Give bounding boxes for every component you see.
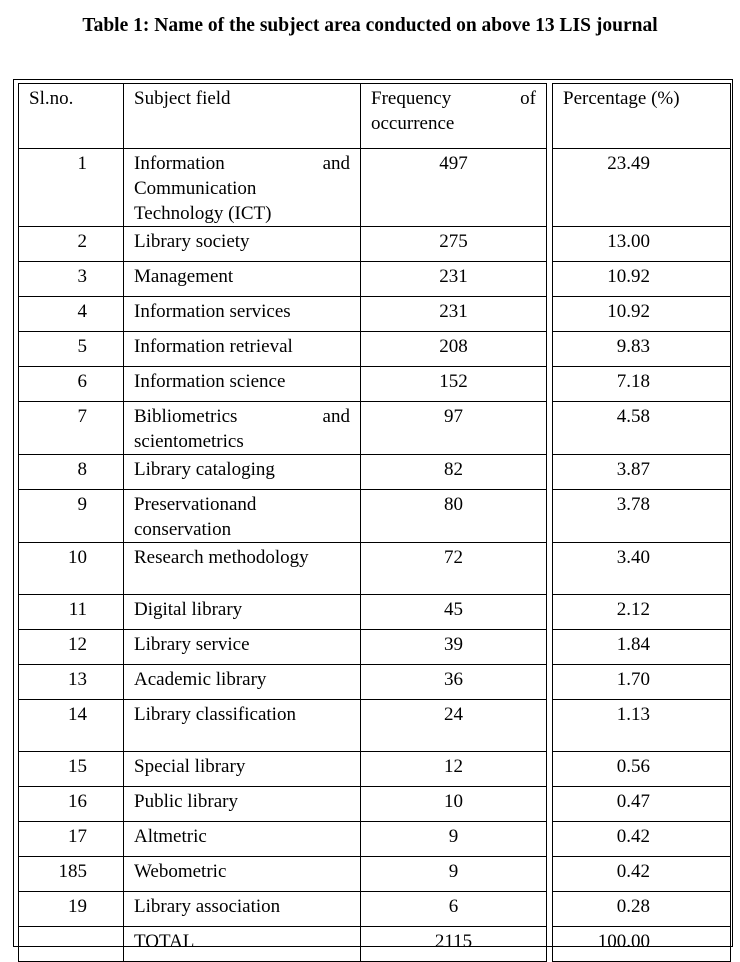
header-percentage: Percentage (%)	[553, 84, 731, 149]
total-number	[19, 927, 124, 962]
row-frequency: 82	[361, 455, 547, 490]
row-subject: Information retrieval	[124, 332, 361, 367]
table-row	[19, 149, 731, 227]
row-frequency: 152	[361, 367, 547, 402]
row-percentage: 10.92	[553, 262, 731, 297]
table-row	[19, 543, 731, 595]
table-row	[19, 262, 731, 297]
row-subject: Digital library	[124, 595, 361, 630]
header-slno: Sl.no.	[19, 84, 124, 149]
row-percentage: 4.58	[553, 402, 731, 455]
row-frequency: 39	[361, 630, 547, 665]
table-row	[19, 297, 731, 332]
row-subject: Preservationand conservation	[124, 490, 361, 543]
table-row	[19, 402, 731, 455]
row-percentage: 1.70	[553, 665, 731, 700]
row-number: 185	[19, 857, 124, 892]
table-row	[19, 332, 731, 367]
row-subject: Library association	[124, 892, 361, 927]
table-row	[19, 857, 731, 892]
table-row	[19, 822, 731, 857]
row-frequency: 97	[361, 402, 547, 455]
total-percentage: 100.00	[553, 927, 731, 962]
row-number: 13	[19, 665, 124, 700]
row-subject: Library service	[124, 630, 361, 665]
row-percentage: 9.83	[553, 332, 731, 367]
row-subject: Information science	[124, 367, 361, 402]
table-row	[19, 665, 731, 700]
row-frequency: 72	[361, 543, 547, 595]
row-percentage: 2.12	[553, 595, 731, 630]
row-number: 5	[19, 332, 124, 367]
row-number: 12	[19, 630, 124, 665]
row-percentage: 0.42	[553, 857, 731, 892]
row-percentage: 0.42	[553, 822, 731, 857]
row-frequency: 208	[361, 332, 547, 367]
row-frequency: 45	[361, 595, 547, 630]
row-frequency: 9	[361, 822, 547, 857]
row-number: 10	[19, 543, 124, 595]
row-number: 2	[19, 227, 124, 262]
row-number: 6	[19, 367, 124, 402]
row-subject: Special library	[124, 752, 361, 787]
row-frequency: 275	[361, 227, 547, 262]
row-percentage: 7.18	[553, 367, 731, 402]
row-subject: Research methodology	[124, 543, 361, 595]
table-row	[19, 367, 731, 402]
table-header-row	[19, 84, 731, 149]
row-percentage: 3.40	[553, 543, 731, 595]
table-row	[19, 630, 731, 665]
table-row	[19, 595, 731, 630]
row-subject: Information and Communication Technology (ICT)	[124, 149, 361, 227]
row-subject: Library cataloging	[124, 455, 361, 490]
row-subject: Bibliometrics and scientometrics	[124, 402, 361, 455]
row-subject: Management	[124, 262, 361, 297]
row-number: 14	[19, 700, 124, 752]
row-percentage: 0.47	[553, 787, 731, 822]
table-row	[19, 700, 731, 752]
row-number: 16	[19, 787, 124, 822]
row-number: 15	[19, 752, 124, 787]
row-frequency: 231	[361, 297, 547, 332]
row-percentage: 0.28	[553, 892, 731, 927]
header-subject-field: Subject field	[124, 84, 361, 149]
row-subject: Library society	[124, 227, 361, 262]
row-number: 3	[19, 262, 124, 297]
row-frequency: 9	[361, 857, 547, 892]
row-percentage: 10.92	[553, 297, 731, 332]
row-frequency: 231	[361, 262, 547, 297]
row-subject: Information services	[124, 297, 361, 332]
table-title: Table 1: Name of the subject area conducted on above 13 LIS journal	[82, 15, 658, 36]
table-total-row	[19, 927, 731, 962]
table-row	[19, 227, 731, 262]
header-frequency: Frequency of occurrence	[361, 84, 547, 149]
row-percentage: 1.13	[553, 700, 731, 752]
row-subject: Webometric	[124, 857, 361, 892]
row-percentage: 1.84	[553, 630, 731, 665]
row-number: 17	[19, 822, 124, 857]
row-number: 4	[19, 297, 124, 332]
subject-area-table	[18, 83, 731, 962]
table-row	[19, 892, 731, 927]
row-frequency: 36	[361, 665, 547, 700]
row-frequency: 24	[361, 700, 547, 752]
row-number: 19	[19, 892, 124, 927]
row-frequency: 80	[361, 490, 547, 543]
row-number: 11	[19, 595, 124, 630]
row-subject: Library classification	[124, 700, 361, 752]
row-frequency: 12	[361, 752, 547, 787]
row-number: 7	[19, 402, 124, 455]
table-row	[19, 455, 731, 490]
row-percentage: 3.87	[553, 455, 731, 490]
total-label: TOTAL	[124, 927, 361, 962]
row-percentage: 3.78	[553, 490, 731, 543]
table-row	[19, 787, 731, 822]
table-row	[19, 752, 731, 787]
row-percentage: 13.00	[553, 227, 731, 262]
row-number: 8	[19, 455, 124, 490]
row-subject: Public library	[124, 787, 361, 822]
table-row	[19, 490, 731, 543]
row-subject: Altmetric	[124, 822, 361, 857]
row-frequency: 6	[361, 892, 547, 927]
row-subject: Academic library	[124, 665, 361, 700]
row-percentage: 0.56	[553, 752, 731, 787]
row-number: 9	[19, 490, 124, 543]
row-frequency: 10	[361, 787, 547, 822]
row-frequency: 497	[361, 149, 547, 227]
row-number: 1	[19, 149, 124, 227]
total-frequency: 2115	[361, 927, 547, 962]
row-percentage: 23.49	[553, 149, 731, 227]
